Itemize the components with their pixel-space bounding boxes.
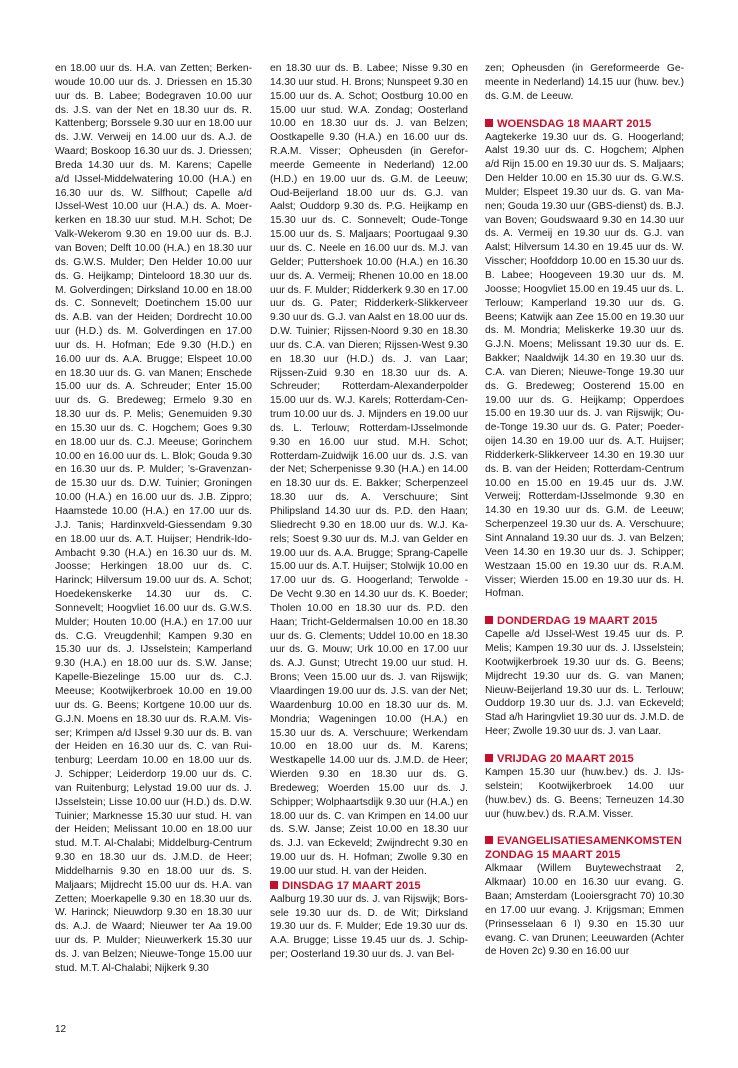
section-heading-dinsdag: DINSDAG 17 MAART 2015 [270,879,468,893]
column-1 [55,62,252,976]
column-3 [485,62,684,959]
section-heading-evangelisatie: EVANGELISATIESAMENKOMSTEN ZONDAG 15 MAART 2015 [485,835,682,862]
square-bullet-icon [485,836,493,844]
section-text-vrijdag: Kampen 15.30 uur (huw.bev.) ds. J. IJsselstein; Kootwijkerbroek 14.00 uur (huw.bev.) ds. G. Beens; Terneuzen 14.30 uur (huw.bev.) ds. R.A.M. Visser. [485,766,684,820]
section-woensdag [485,117,684,602]
section-heading-vrijdag: VRIJDAG 20 MAART 2015 [485,752,684,766]
section-donderdag [485,614,684,739]
square-bullet-icon [485,119,493,127]
section-text-woensdag: Aagtekerke 19.30 uur ds. G. Hoogerland; Aalst 19.30 uur ds. C. Hogchem; Alphen a/d Rijn 15.00 en 19.30 uur ds. S. Maljaars; Den Helder 10.00 en 15.30 uur ds. G.W.S. Mulder; Elspeet 19.30 uur ds. G. van Manen; Gouda 19.30 uur (GBS-dienst) ds. B.J. van Boven; Goudswaard 9.30 en 14.30 uur ds. A. Vermeij en 19.30 uur ds. G.J. van Aalst; Hilversum 14.30 en 19.45 uur ds. W. Visscher; Hoofddorp 10.00 en 15.30 uur ds. B. Labee; Hoogeveen 19.30 uur ds. M. Joosse; Hoogvliet 15.00 en 19.45 uur ds. L. Terlouw; Kamperland 19.30 uur ds. G. Beens; Katwijk aan Zee 15.00 en 19.30 uur ds. M. Mondria; Meliskerke 19.30 uur ds. G.J.N. Moens; Melissant 19.30 uur ds. E. Bakker; Naaldwijk 14.30 en 19.30 uur ds. C.A. van Dieren; Nieuwe-Tonge 19.30 uur ds. G. Bredeweg; Oosterend 15.00 en 19.00 uur ds. G. Heijkamp; Opperdoes 15.00 en 19.30 uur ds. J. van Rijswijk; Oude-Tonge 19.30 uur ds. G. Pater; Poederoijen 14.30 en 19.00 uur ds. A.T. Huijser; Ridderkerk-Slikkerveer 14.30 en 19.30 uur ds. B. van der Heiden; Rotterdam-Centrum 10.00 en 15.00 en 19.45 uur ds. J.W. Verweij; Rotterdam-IJsselmonde 9.30 en 14.30 en 19.30 uur ds. G.M. de Leeuw; Scherpenzeel 19.30 uur ds. A. Verschuure; Sint Annaland 19.30 uur ds. J. van Belzen; Veen 14.30 en 19.30 uur ds. J. Schipper; Westzaan 15.00 en 19.30 uur ds. R.A.M. Visser; Wierden 15.00 en 19.30 uur ds. H. Hofman. [485,131,684,600]
column-1-text: en 18.00 uur ds. H.A. van Zetten; Berkenwoude 10.00 uur ds. J. Driessen en 15.30 uur ds. B. Labee; Bodegraven 10.00 uur ds. J.S. van der Net en 18.30 uur ds. R. Kattenberg; Borssele 9.30 uur en 18.00 uur ds. J.W. Verweij en 14.00 uur ds. A.J. de Waard; Boskoop 16.30 uur ds. J. Driessen; Breda 14.30 uur ds. M. Karens; Capelle a/d IJssel-Middelwatering 10.00 (H.A.) en 16.30 uur ds. W. Silfhout; Capelle a/d IJssel-West 10.00 uur (H.A.) ds. A. Moerkerken en 18.30 uur stud. M.H. Schot; De Valk-Wekerom 9.30 en 19.00 uur ds. B.J. van Boven; Delft 10.00 (H.A.) en 18.30 uur ds. G.W.S. Mulder; Den Helder 10.00 uur ds. G. Heijkamp; Dinteloord 18.30 uur ds. M. Golverdingen; Dirksland 10.00 en 18.00 ds. C. Sonnevelt; Doetinchem 15.00 uur ds. A.B. van der Heiden; Dordrecht 10.00 uur (H.D.) ds. M. Golverdingen en 17.00 uur ds. H. Hofman; Ede 9.30 (H.D.) en 16.00 uur ds. A.A. Brugge; Elspeet 10.00 en 18.30 uur ds. G. van Manen; Enschede 15.00 uur ds. A. Schreuder; Enter 15.00 uur ds. G. Bredeweg; Ermelo 9.30 en 18.30 uur ds. P. Melis; Genemuiden 9.30 en 15.30 uur ds. C. Hogchem; Goes 9.30 en 18.00 uur ds. C.J. Meeuse; Gorinchem 10.00 en 16.00 uur ds. L. Blok; Gouda 9.30 en 16.30 uur ds. P. Mulder; ’s-Gravenzande 15.30 uur ds. D.W. Tuinier; Groningen 10.00 (H.A.) en 16.00 uur ds. J.B. Zippro; Haamstede 10.00 (H.A.) en 17.00 uur ds. J.J. Tanis; Hardinxveld-Giessendam 9.30 en 18.00 uur ds. A.T. Huijser; Hendrik-Ido-Ambacht 9.30 (H.A.) en 16.30 uur ds. M. Joosse; Herkingen 18.00 uur ds. C. Harinck; Hilversum 19.00 uur ds. A. Schot; Hoedekenskerke 14.30 uur ds. C. Sonnevelt; Hoogvliet 16.00 uur ds. G.W.S. Mulder; Houten 10.00 (H.A.) en 17.00 uur ds. C.G. Vreugdenhil; Kampen 9.30 en 15.30 uur ds. J. IJsselstein; Kamperland 9.30 (H.A.) en 18.00 uur ds. S.W. Janse; Kapelle-Biezelinge 15.00 uur ds. C.J. Meeuse; Kootwijkerbroek 10.00 en 19.00 uur ds. G. Beens; Kortgene 10.00 uur ds. G.J.N. Moens en 18.30 uur ds. R.A.M. Visser; Krimpen a/d IJssel 9.30 uur ds. B. van der Heiden en 16.30 uur ds. C. van Ruitenburg; Leerdam 10.00 en 18.00 uur ds. J. Schipper; Leiderdorp 19.00 uur ds. C. van Ruitenburg; Lelystad 19.00 uur ds. J. IJsselstein; Lisse 10.00 uur (H.D.) ds. D.W. Tuinier; Marknesse 15.30 uur stud. H. van der Heiden; Melissant 10.00 en 18.00 uur stud. M.T. Al-Chalabi; Middelburg-Centrum 9.30 en 18.30 uur ds. J.M.D. de Heer; Middelharnis 9.30 en 18.00 uur ds. S. Maljaars; Mijdrecht 15.00 uur ds. H.A. van Zetten; Moerkapelle 9.30 en 18.30 uur ds. W. Harinck; Nieuwdorp 9.30 en 18.30 uur ds. A.J. de Waard; Nieuwer ter Aa 19.00 uur ds. P. Mulder; Nieuwerkerk 15.30 uur ds. J. van Belzen; Nieuwe-Tonge 15.00 uur stud. M.T. Al-Chalabi; Nijkerk 9.30 [55,63,252,974]
section-heading-donderdag: DONDERDAG 19 MAART 2015 [485,614,684,628]
column-3-intro-text: zen; Opheusden (in Gereformeerde Gemeente in Nederland) 14.15 uur (huw. bev.) ds. G.M. de Leeuw. [485,63,684,102]
square-bullet-icon [485,754,493,762]
square-bullet-icon [270,881,278,889]
section-vrijdag [485,752,684,821]
section-text-donderdag: Capelle a/d IJssel-West 19.45 uur ds. P. Melis; Kampen 19.30 uur ds. J. IJsselstein; Kootwijkerbroek 19.30 uur ds. G. Beens; Mijdrecht 19.30 uur ds. G. van Manen; Nieuw-Beijerland 19.30 uur ds. L. Terlouw; Ouddorp 19.30 uur ds. J.J. van Eckeveld; Stad a/h Haringvliet 19.30 uur ds. J.M.D. de Heer; Zwolle 19.30 uur ds. J. van Laar. [485,629,684,738]
column-2 [270,62,468,962]
section-text-evangelisatie: Alkmaar (Willem Buytewechstraat 2, Alkmaar) 10.00 en 16.30 uur evang. G. Baan; Amsterdam (Looiersgracht 70) 10.30 en 17.00 uur evang. J. Krijgsman; Emmen (Prinsesselaan 6 I) 9.30 en 15.30 uur evang. C. van Drunen; Leeuwarden (Achter de Hoven 2c) 9.30 en 16.00 uur [485,863,684,958]
section-dinsdag [270,879,468,962]
section-heading-woensdag: WOENSDAG 18 MAART 2015 [485,117,684,131]
section-text-dinsdag: Aalburg 19.30 uur ds. J. van Rijswijk; Borssele 19.30 uur ds. D. de Wit; Dirksland 19.30 uur ds. F. Mulder; Ede 19.30 uur ds. A.A. Brugge; Lisse 19.45 uur ds. J. Schipper; Oosterland 19.30 uur ds. J. van Bel- [270,893,468,961]
section-evangelisatie [485,834,684,959]
column-2-intro-text: en 18.30 uur ds. B. Labee; Nisse 9.30 en 14.30 uur stud. H. Brons; Nunspeet 9.30 en 15.00 uur ds. A. Schot; Oostburg 10.00 en 15.00 uur stud. W.A. Zondag; Oosterland 10.00 en 18.30 uur ds. J. van Belzen; Oostkapelle 9.30 (H.A.) en 16.00 uur ds. R.A.M. Visser; Opheusden (in Gereformeerde Gemeente in Nederland) 12.00 (H.D.) en 19.00 uur ds. G.M. de Leeuw; Oud-Beijerland 18.00 uur ds. G.J. van Aalst; Ouddorp 9.30 ds. P.G. Heijkamp en 15.30 uur ds. C. Sonnevelt; Oude-Tonge 15.00 uur ds. S. Maljaars; Poortugaal 9.30 uur ds. C. Neele en 16.00 uur ds. M.J. van Gelder; Puttershoek 10.00 (H.A.) en 16.30 uur ds. A. Vermeij; Rhenen 10.00 en 18.00 uur ds. F. Mulder; Ridderkerk 9.30 en 17.00 uur ds. G. Pater; Ridderkerk-Slikkerveer 9.30 uur ds. G.J. van Aalst en 18.00 uur ds. D.W. Tuinier; Rijssen-Noord 9.30 en 18.30 uur ds. C.A. van Dieren; Rijssen-West 9.30 en 18.30 uur (H.D.) ds. J. van Laar; Rijssen-Zuid 9.30 en 18.30 uur ds. A. Schreuder; Rotterdam-Alexanderpolder 15.00 uur ds. W.J. Karels; Rotterdam-Centrum 10.00 uur ds. J. Mijnders en 19.00 uur ds. L. Terlouw; Rotterdam-IJsselmonde 9.30 en 16.00 uur stud. M.H. Schot; Rotterdam-Zuidwijk 16.00 uur ds. J.S. van der Net; Scherpenisse 9.30 (H.A.) en 14.00 en 18.30 uur ds. E. Bakker; Scherpenzeel 18.30 uur ds. A. Verschuure; Sint Philipsland 14.30 uur ds. P.D. den Haan; Sliedrecht 9.30 en 18.00 uur ds. W.J. Karels; Soest 9.30 uur ds. M.J. van Gelder en 19.00 uur ds. A.A. Brugge; Sprang-Capelle 15.00 uur ds. A.T. Huijser; Stolwijk 10.00 en 17.00 uur ds. G. Hoogerland; Terwolde - De Vecht 9.30 en 14.30 uur ds. K. Boeder; Tholen 10.00 en 18.30 uur ds. P.D. den Haan; Tricht-Geldermalsen 10.00 en 18.30 uur ds. G. Clements; Uddel 10.00 en 18.30 uur ds. G. Mouw; Urk 10.00 en 17.00 uur ds. A.J. Gunst; Utrecht 19.00 uur stud. H. Brons; Veen 15.00 uur ds. J. van Rijswijk; Vlaardingen 19.00 uur ds. J.S. van der Net; Waardenburg 10.00 en 18.30 uur ds. M. Mondria; Wageningen 10.00 (H.A.) en 15.30 uur ds. A. Verschuure; Werkendam 10.00 en 18.00 uur ds. M. Karens; Westkapelle 14.00 uur ds. J.M.D. de Heer; Wierden 9.30 en 18.30 uur ds. G. Bredeweg; Woerden 15.00 uur ds. J. Schipper; Wolphaartsdijk 9.30 uur (H.A.) en 18.00 uur ds. C. van Krimpen en 14.00 uur ds. S.W. Janse; Zeist 10.00 en 18.30 uur ds. J.J. van Eckeveld; Zwijndrecht 9.30 en 19.00 uur ds. H. Hofman; Zwolle 9.30 en 19.00 uur stud. H. van der Heiden. [270,63,468,877]
page-number: 12 [55,1024,67,1035]
square-bullet-icon [485,616,493,624]
